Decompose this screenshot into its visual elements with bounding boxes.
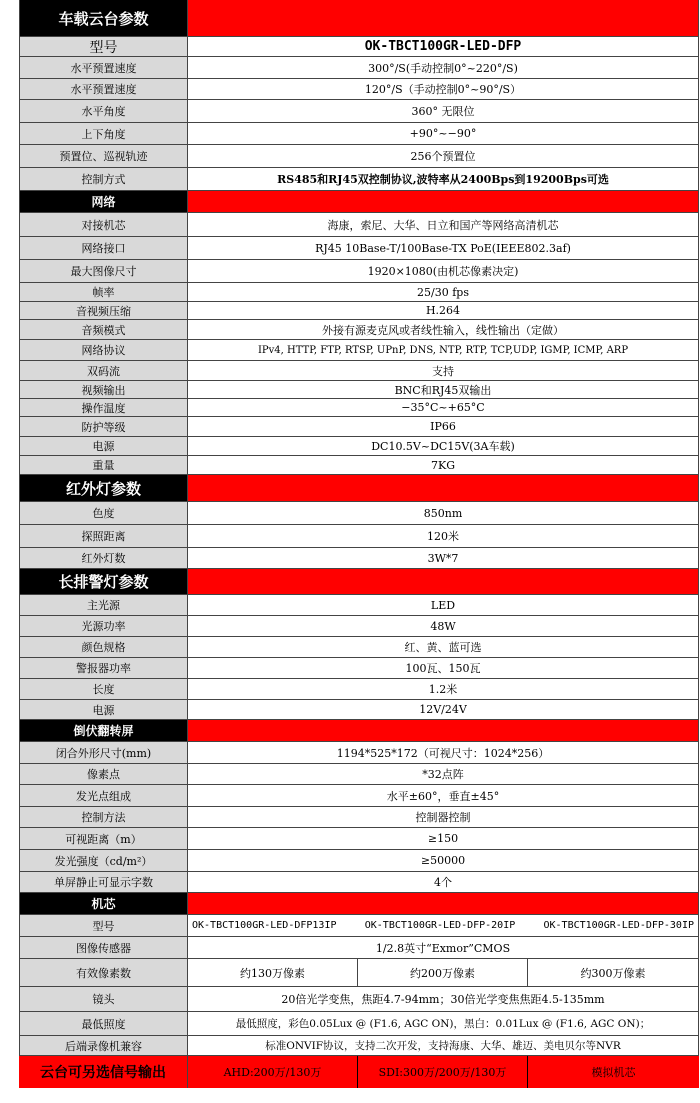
section-title: 车载云台参数 xyxy=(19,0,188,36)
row-value: RJ45 10Base-T/100Base-TX PoE(IEEE802.3af) xyxy=(188,237,699,259)
row-value: ≥50000 xyxy=(188,850,699,871)
row-label: 电源 xyxy=(19,437,188,455)
section-header-ir xyxy=(19,475,699,502)
row-value: −35°C~+65°C xyxy=(188,399,699,416)
core-model-2: OK-TBCT100GR-LED-DFP-20IP xyxy=(364,920,516,931)
row-value: 360° 无限位 xyxy=(188,100,699,122)
footer-label: 云台可另选信号输出 xyxy=(19,1056,188,1088)
red-band xyxy=(188,475,699,501)
row-label: 对接机芯 xyxy=(19,213,188,236)
core-model-3: OK-TBCT100GR-LED-DFP-30IP xyxy=(543,920,694,931)
core-sensor-row xyxy=(19,937,699,959)
section-header-warning-light xyxy=(19,569,699,595)
row-label: 水平角度 xyxy=(19,100,188,122)
pixels-option-1: 约130万像素 xyxy=(188,959,358,986)
row-value: 850nm xyxy=(188,502,699,524)
row-label: 有效像素数 xyxy=(19,959,188,986)
spec-row xyxy=(19,79,699,100)
spec-sheet xyxy=(19,0,699,1088)
row-value: 海康，索尼、大华、日立和国产等网络高清机芯 xyxy=(188,213,699,236)
row-label: 后端录像机兼容 xyxy=(19,1036,188,1055)
core-model-row xyxy=(19,915,699,937)
row-value: 3W*7 xyxy=(188,548,699,568)
row-value: 控制器控制 xyxy=(188,807,699,827)
spec-row xyxy=(19,456,699,475)
network-rows xyxy=(19,213,699,475)
spec-row xyxy=(19,260,699,283)
spec-row xyxy=(19,381,699,399)
row-label: 帧率 xyxy=(19,283,188,301)
signal-option-analog: 模拟机芯 xyxy=(528,1056,699,1088)
spec-row xyxy=(19,807,699,828)
row-label: 图像传感器 xyxy=(19,937,188,958)
red-band xyxy=(188,191,699,212)
row-label: 电源 xyxy=(19,700,188,719)
row-value: 300°/S(手动控制0°~220°/S) xyxy=(188,57,699,78)
row-label: 发光强度（cd/m²） xyxy=(19,850,188,871)
core-nvr-row xyxy=(19,1036,699,1056)
row-value: *32点阵 xyxy=(188,764,699,784)
red-band xyxy=(188,569,699,594)
row-label: 型号 xyxy=(19,37,188,56)
row-label: 网络协议 xyxy=(19,340,188,360)
row-label: 预置位、巡视轨迹 xyxy=(19,145,188,167)
row-value: 25/30 fps xyxy=(188,283,699,301)
section-header-core xyxy=(19,893,699,915)
row-label: 重量 xyxy=(19,456,188,474)
red-band xyxy=(188,893,699,914)
spec-row xyxy=(19,742,699,764)
row-value: 标准ONVIF协议，支持二次开发，支持海康、大华、雄迈、美电贝尔等NVR xyxy=(188,1036,699,1055)
signal-option-sdi: SDI:300万/200万/130万 xyxy=(358,1056,528,1088)
spec-row xyxy=(19,700,699,720)
row-value: 支持 xyxy=(188,361,699,380)
section-header-network xyxy=(19,191,699,213)
row-label: 视频输出 xyxy=(19,381,188,398)
spec-row xyxy=(19,340,699,361)
spec-row xyxy=(19,237,699,260)
spec-row xyxy=(19,764,699,785)
row-label: 音频模式 xyxy=(19,320,188,339)
row-label: 最低照度 xyxy=(19,1012,188,1035)
spec-row xyxy=(19,525,699,548)
spec-row xyxy=(19,283,699,302)
spec-row xyxy=(19,828,699,850)
pixels-option-3: 约300万像素 xyxy=(528,959,699,986)
red-band xyxy=(188,720,699,741)
row-value: 100瓦、150瓦 xyxy=(188,658,699,678)
row-value: 4个 xyxy=(188,872,699,892)
spec-row xyxy=(19,417,699,437)
row-value: 1194*525*172（可视尺寸：1024*256） xyxy=(188,742,699,763)
row-value: 1920×1080(由机芯像素决定) xyxy=(188,260,699,282)
row-label: 像素点 xyxy=(19,764,188,784)
row-value: 1.2米 xyxy=(188,679,699,699)
section-title: 机芯 xyxy=(19,893,188,914)
spec-row xyxy=(19,123,699,145)
spec-row xyxy=(19,302,699,320)
row-value: H.264 xyxy=(188,302,699,319)
spec-row xyxy=(19,616,699,637)
row-label: 光源功率 xyxy=(19,616,188,636)
ptz-rows xyxy=(19,57,699,191)
core-lux-row xyxy=(19,1012,699,1036)
pixels-option-2: 约200万像素 xyxy=(358,959,528,986)
spec-row xyxy=(19,437,699,456)
spec-row xyxy=(19,100,699,123)
row-value: 7KG xyxy=(188,456,699,474)
row-label: 单屏静止可显示字数 xyxy=(19,872,188,892)
section-header-screen xyxy=(19,720,699,742)
red-band xyxy=(188,0,699,36)
spec-row xyxy=(19,658,699,679)
warn-rows xyxy=(19,595,699,720)
row-label: 控制方式 xyxy=(19,168,188,190)
spec-row xyxy=(19,595,699,616)
spec-row xyxy=(19,785,699,807)
row-value: 120°/S（手动控制0°~90°/S） xyxy=(188,79,699,99)
row-label: 主光源 xyxy=(19,595,188,615)
row-label: 长度 xyxy=(19,679,188,699)
spec-row xyxy=(19,361,699,381)
row-label: 警报器功率 xyxy=(19,658,188,678)
row-label: 音视频压缩 xyxy=(19,302,188,319)
row-value: LED xyxy=(188,595,699,615)
row-value: IP66 xyxy=(188,417,699,436)
row-label: 发光点组成 xyxy=(19,785,188,806)
row-label: 水平预置速度 xyxy=(19,57,188,78)
row-label: 闭合外形尺寸(mm) xyxy=(19,742,188,763)
spec-row xyxy=(19,502,699,525)
spec-row xyxy=(19,548,699,569)
row-label: 型号 xyxy=(19,915,188,936)
core-model-list xyxy=(188,915,699,936)
row-label: 控制方法 xyxy=(19,807,188,827)
row-label: 红外灯数 xyxy=(19,548,188,568)
footer-signal-output xyxy=(19,1056,699,1088)
signal-option-ahd: AHD:200万/130万 xyxy=(188,1056,358,1088)
row-value: IPv4, HTTP, FTP, RTSP, UPnP, DNS, NTP, RTP, TCP,UDP, IGMP, ICMP, ARP xyxy=(188,340,699,360)
spec-row xyxy=(19,399,699,417)
row-value: 外接有源麦克风或者线性输入，线性输出（定做） xyxy=(188,320,699,339)
row-value: BNC和RJ45双输出 xyxy=(188,381,699,398)
core-lens-row xyxy=(19,987,699,1012)
row-label: 防护等级 xyxy=(19,417,188,436)
row-label: 可视距离（m） xyxy=(19,828,188,849)
spec-row xyxy=(19,872,699,893)
section-title: 红外灯参数 xyxy=(19,475,188,501)
spec-row xyxy=(19,168,699,191)
section-title: 网络 xyxy=(19,191,188,212)
spec-row xyxy=(19,850,699,872)
row-value: RS485和RJ45双控制协议,波特率从2400Bps到19200Bps可选 xyxy=(188,168,699,190)
row-label: 颜色规格 xyxy=(19,637,188,657)
row-value: 水平±60°，垂直±45° xyxy=(188,785,699,806)
model-row xyxy=(19,37,699,57)
row-value: 256个预置位 xyxy=(188,145,699,167)
row-value: 红、黄、蓝可选 xyxy=(188,637,699,657)
row-value: 20倍光学变焦，焦距4.7-94mm；30倍光学变焦焦距4.5-135mm xyxy=(188,987,699,1011)
row-label: 色度 xyxy=(19,502,188,524)
section-header-ptz xyxy=(19,0,699,37)
row-value: 1/2.8英寸“Exmor”CMOS xyxy=(188,937,699,958)
section-title: 长排警灯参数 xyxy=(19,569,188,594)
screen-rows xyxy=(19,742,699,893)
row-value: 最低照度，彩色0.05Lux @ (F1.6, AGC ON)，黑白：0.01Lux @ (F1.6, AGC ON)； xyxy=(188,1012,699,1035)
row-value: 48W xyxy=(188,616,699,636)
spec-row xyxy=(19,57,699,79)
row-label: 上下角度 xyxy=(19,123,188,144)
row-label: 双码流 xyxy=(19,361,188,380)
ir-rows xyxy=(19,502,699,569)
section-title: 倒伏翻转屏 xyxy=(19,720,188,741)
row-label: 网络接口 xyxy=(19,237,188,259)
spec-row xyxy=(19,213,699,237)
row-value: 120米 xyxy=(188,525,699,547)
row-label: 探照距离 xyxy=(19,525,188,547)
row-value: OK-TBCT100GR-LED-DFP xyxy=(188,37,699,56)
row-value: DC10.5V~DC15V(3A车载) xyxy=(188,437,699,455)
spec-row xyxy=(19,145,699,168)
row-label: 最大图像尺寸 xyxy=(19,260,188,282)
spec-row xyxy=(19,679,699,700)
row-label: 镜头 xyxy=(19,987,188,1011)
row-label: 操作温度 xyxy=(19,399,188,416)
spec-row xyxy=(19,637,699,658)
spec-row xyxy=(19,320,699,340)
row-value: +90°~−90° xyxy=(188,123,699,144)
row-label: 水平预置速度 xyxy=(19,79,188,99)
row-value: 12V/24V xyxy=(188,700,699,719)
core-pixels-row xyxy=(19,959,699,987)
row-value: ≥150 xyxy=(188,828,699,849)
core-model-1: OK-TBCT100GR-LED-DFP13IP xyxy=(192,920,337,931)
